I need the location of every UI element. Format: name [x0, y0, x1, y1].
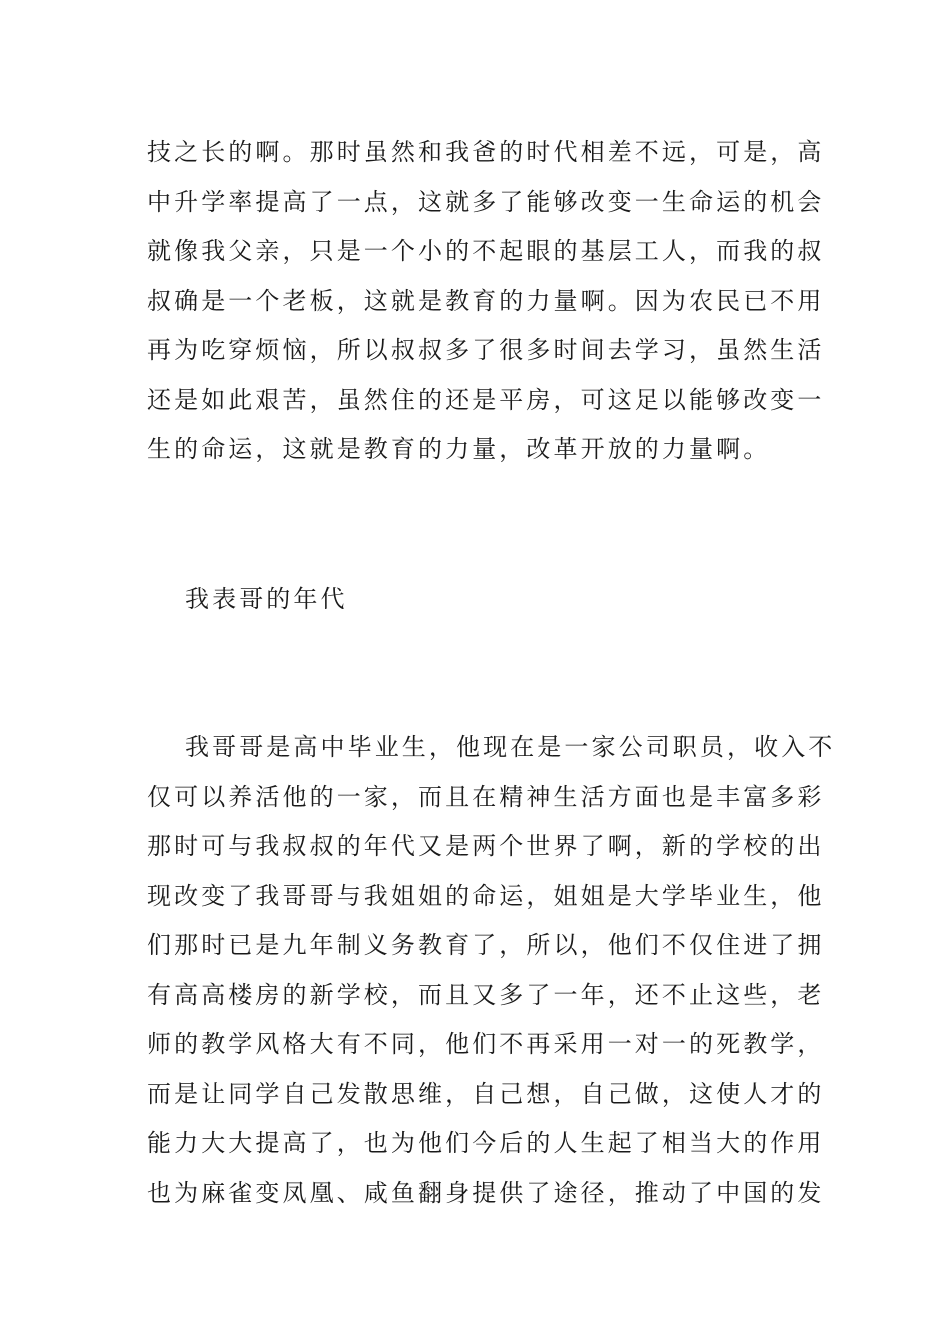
- text-line: 们那时已是九年制义务教育了，所以，他们不仅住进了拥: [147, 931, 825, 959]
- text-line: 就像我父亲，只是一个小的不起眼的基层工人，而我的叔: [147, 237, 825, 265]
- section-heading-text: 我表哥的年代: [185, 585, 348, 613]
- text-line: 能力大大提高了，也为他们今后的人生起了相当大的作用: [147, 1129, 825, 1157]
- text-line: 也为麻雀变凤凰、咸鱼翻身提供了途径，推动了中国的发: [147, 1178, 825, 1207]
- text-line: 师的教学风格大有不同，他们不再采用一对一的死教学，: [147, 1030, 825, 1058]
- text-line: 而是让同学自己发散思维，自己想，自己做，这使人才的: [147, 1079, 825, 1108]
- text-line: 我哥哥是高中毕业生，他现在是一家公司职员，收入不: [185, 733, 836, 761]
- section-heading: [147, 575, 807, 625]
- paragraph-1: [147, 128, 825, 475]
- text-line: 有高高楼房的新学校，而且又多了一年，还不止这些，老: [147, 980, 825, 1009]
- paragraph-2: [147, 723, 836, 1218]
- text-line: 那时可与我叔叔的年代又是两个世界了啊，新的学校的出: [147, 832, 825, 860]
- text-line: 生的命运，这就是教育的力量，改革开放的力量啊。: [147, 435, 771, 463]
- text-line: 中升学率提高了一点，这就多了能够改变一生命运的机会: [147, 187, 825, 216]
- text-line: 叔确是一个老板，这就是教育的力量啊。因为农民已不用: [147, 286, 825, 315]
- text-line: 技之长的啊。那时虽然和我爸的时代相差不远，可是，高: [147, 138, 825, 166]
- text-line: 再为吃穿烦恼，所以叔叔多了很多时间去学习，虽然生活: [147, 336, 825, 364]
- text-line: 还是如此艰苦，虽然住的还是平房，可这足以能够改变一: [147, 385, 825, 414]
- text-line: 现改变了我哥哥与我姐姐的命运，姐姐是大学毕业生，他: [147, 881, 825, 910]
- text-line: 仅可以养活他的一家，而且在精神生活方面也是丰富多彩: [147, 782, 825, 811]
